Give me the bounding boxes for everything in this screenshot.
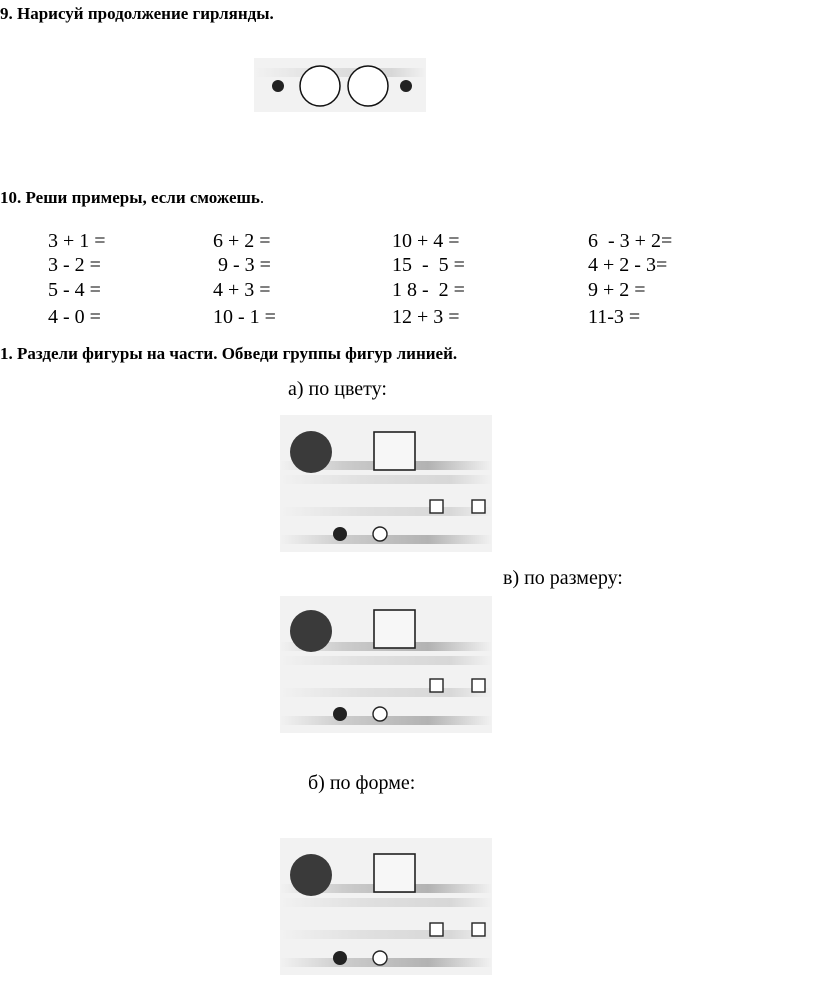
task11-title: 1. Раздели фигуры на части. Обведи группы фигур линией. xyxy=(0,344,458,363)
example: 1 8 - 2 = xyxy=(392,279,465,301)
example: 15 - 5 = xyxy=(392,254,465,276)
example: 3 - 2 = xyxy=(48,254,101,276)
shapes-image-color xyxy=(280,415,492,552)
shapes-image-size xyxy=(280,596,492,733)
garland-image xyxy=(254,58,426,112)
shapes-image-shape xyxy=(280,838,492,975)
label-by-color: а) по цвету: xyxy=(288,378,387,400)
small-square-2 xyxy=(472,679,485,692)
small-dark-circle xyxy=(333,951,347,965)
example: 6 + 2 = xyxy=(213,230,271,252)
small-square-1 xyxy=(430,923,443,936)
example: 10 + 4 = xyxy=(392,230,460,252)
small-dark-circle xyxy=(333,527,347,541)
label-by-shape: б) по форме: xyxy=(308,772,416,794)
big-square xyxy=(374,432,415,470)
example: 4 + 3 = xyxy=(213,279,271,301)
example: 9 - 3 = xyxy=(213,254,271,276)
example: 4 + 2 - 3= xyxy=(588,254,668,276)
example: 10 - 1 = xyxy=(213,306,276,328)
small-square-1 xyxy=(430,500,443,513)
small-dark-circle xyxy=(333,707,347,721)
big-square xyxy=(374,854,415,892)
big-dark-circle xyxy=(290,610,332,652)
task10-title: 10. Реши примеры, если сможешь. xyxy=(0,188,265,207)
small-square-2 xyxy=(472,500,485,513)
task9-title: 9. Нарисуй продолжение гирлянды. xyxy=(0,4,274,23)
small-square-1 xyxy=(430,679,443,692)
example: 12 + 3 = xyxy=(392,306,460,328)
example: 6 - 3 + 2= xyxy=(588,230,673,252)
example: 3 + 1 = xyxy=(48,230,106,252)
example: 5 - 4 = xyxy=(48,279,101,301)
example: 11-3 = xyxy=(588,306,641,328)
garland-small-dot-right xyxy=(400,80,412,92)
small-white-circle xyxy=(373,707,387,721)
example: 4 - 0 = xyxy=(48,306,101,328)
big-square xyxy=(374,610,415,648)
garland-big-circle-1 xyxy=(300,66,340,106)
label-by-size: в) по размеру: xyxy=(503,567,623,589)
big-dark-circle xyxy=(290,431,332,473)
small-square-2 xyxy=(472,923,485,936)
garland-small-dot-left xyxy=(272,80,284,92)
small-white-circle xyxy=(373,951,387,965)
big-dark-circle xyxy=(290,854,332,896)
example: 9 + 2 = xyxy=(588,279,646,301)
small-white-circle xyxy=(373,527,387,541)
garland-big-circle-2 xyxy=(348,66,388,106)
